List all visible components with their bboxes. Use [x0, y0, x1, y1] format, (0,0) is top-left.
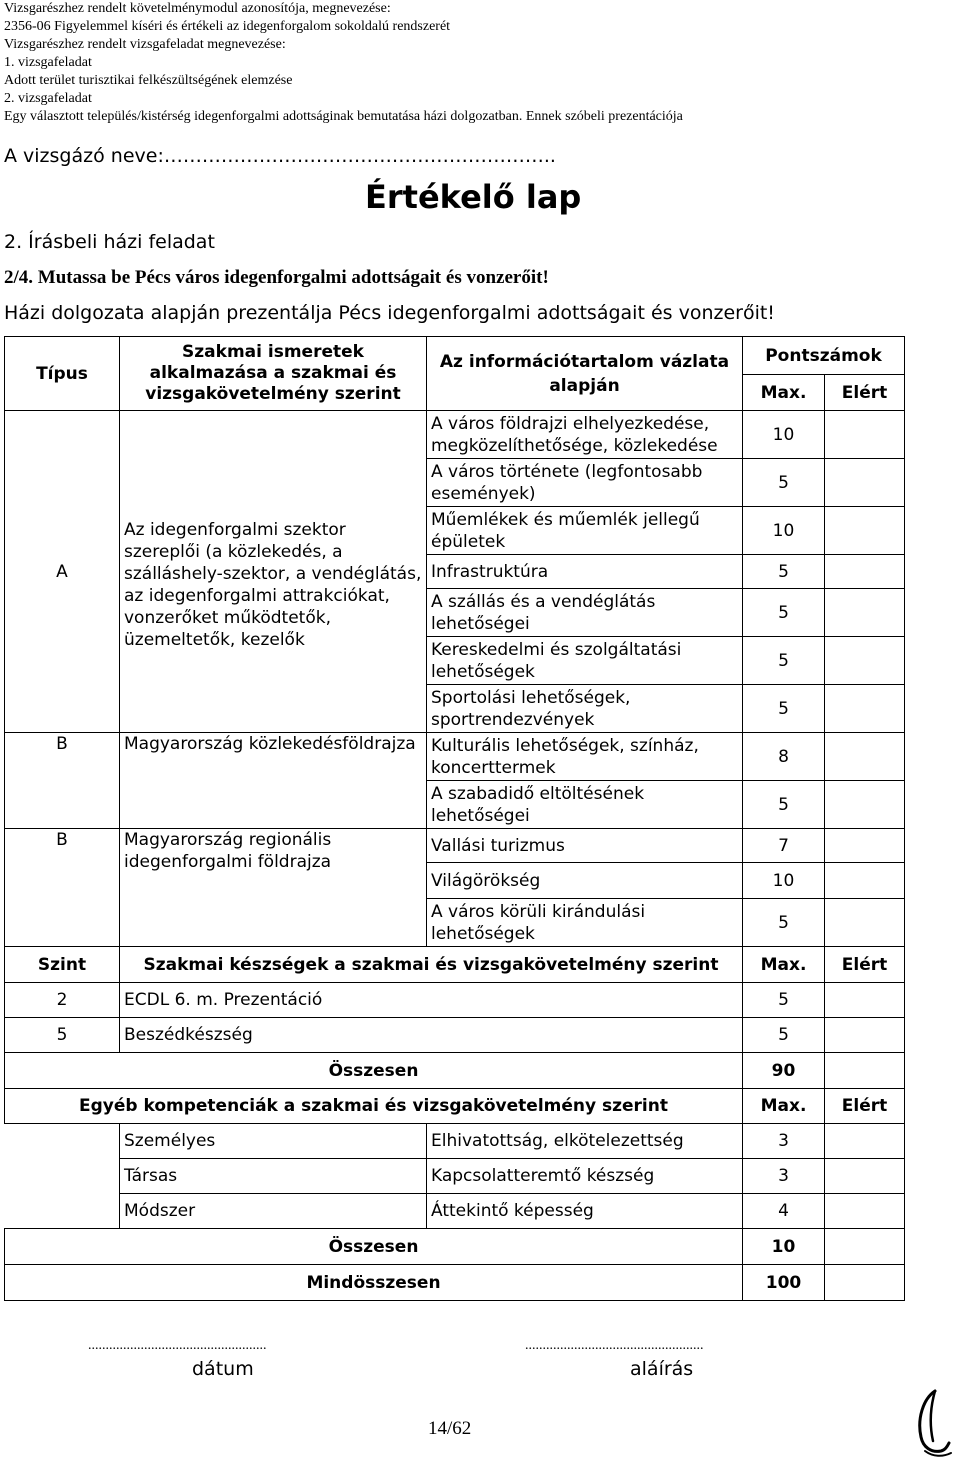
document-header	[4, 0, 683, 126]
col-header-content: Az információtartalom vázlata alapján	[427, 337, 743, 411]
content-row-label: A szállás és a vendéglátás lehetőségei	[427, 589, 743, 637]
content-row-label: Világörökség	[427, 863, 743, 899]
content-row-label: A szabadidő eltöltésének lehetőségei	[427, 781, 743, 829]
content-row-label: Infrastruktúra	[427, 555, 743, 589]
competency-achieved[interactable]	[825, 1159, 905, 1194]
content-row-achieved[interactable]	[825, 507, 905, 555]
content-row-max: 5	[743, 589, 825, 637]
document-title: Értékelő lap	[365, 178, 582, 216]
content-row-max: 5	[743, 899, 825, 947]
signature-mark-icon	[905, 1385, 955, 1461]
skill-label: ECDL 6. m. Prezentáció	[120, 983, 743, 1018]
content-row-achieved[interactable]	[825, 685, 905, 733]
header-line: 1. vizsgafeladat	[4, 55, 92, 70]
content-row-max: 10	[743, 411, 825, 459]
competency-kind: Személyes	[120, 1124, 427, 1159]
content-row-achieved[interactable]	[825, 637, 905, 685]
signature-label: aláírás	[630, 1358, 694, 1380]
content-row-label: Kereskedelmi és szolgáltatási lehetőségek	[427, 637, 743, 685]
type-a: A	[5, 411, 120, 733]
skill-max: 5	[743, 983, 825, 1018]
content-row-max: 5	[743, 685, 825, 733]
knowledge-a: Az idegenforgalmi szektor szereplői (a közlekedés, a szálláshely-szektor, a vendéglátás, az idegenforgalmi attrakciókat, vonzerőket működtetők, üzemeltetők, kezelők	[120, 411, 427, 733]
page-number: 14/62	[428, 1418, 472, 1439]
header-line: 2356-06 Figyelemmel kíséri és értékeli az idegenforgalom sokoldalú rendszerét	[4, 19, 451, 34]
content-row-max: 5	[743, 781, 825, 829]
subtotal-value: 10	[743, 1229, 825, 1265]
competency-max: 3	[743, 1124, 825, 1159]
skill-achieved[interactable]	[825, 1018, 905, 1053]
content-row-max: 5	[743, 637, 825, 685]
content-row-achieved[interactable]	[825, 589, 905, 637]
content-row-label: A város története (legfontosabb események)	[427, 459, 743, 507]
content-row-max: 5	[743, 459, 825, 507]
content-row-label: Kulturális lehetőségek, színház, koncerttermek	[427, 733, 743, 781]
content-row-label: Sportolási lehetőségek, sportrendezvények	[427, 685, 743, 733]
type-b: B	[5, 733, 120, 829]
competency-label: Kapcsolatteremtő készség	[427, 1159, 743, 1194]
content-row-achieved[interactable]	[825, 733, 905, 781]
subtotal-value: 90	[743, 1053, 825, 1089]
competency-max: 3	[743, 1159, 825, 1194]
subtotal-achieved[interactable]	[825, 1053, 905, 1089]
content-row-achieved[interactable]	[825, 863, 905, 899]
col-header-achieved: Elért	[825, 375, 905, 411]
content-row-achieved[interactable]	[825, 459, 905, 507]
header-line: 2. vizsgafeladat	[4, 91, 92, 106]
content-row-max: 8	[743, 733, 825, 781]
skill-label: Beszédkészség	[120, 1018, 743, 1053]
content-row-max: 7	[743, 829, 825, 863]
content-row-label: A város körüli kirándulási lehetőségek	[427, 899, 743, 947]
competency-achieved[interactable]	[825, 1124, 905, 1159]
skill-achieved[interactable]	[825, 983, 905, 1018]
competency-kind: Társas	[120, 1159, 427, 1194]
col-header-knowledge: Szakmai ismeretek alkalmazása a szakmai és vizsgakövetelmény szerint	[120, 337, 427, 411]
competency-label: Áttekintő képesség	[427, 1194, 743, 1229]
content-row-label: Műemlékek és műemlék jellegű épületek	[427, 507, 743, 555]
col-header-type: Típus	[5, 337, 120, 411]
content-row-achieved[interactable]	[825, 555, 905, 589]
skill-level: 2	[5, 983, 120, 1018]
content-row-label: Vallási turizmus	[427, 829, 743, 863]
date-line: ...................................................	[88, 1338, 267, 1353]
date-label: dátum	[192, 1358, 254, 1380]
content-row-achieved[interactable]	[825, 781, 905, 829]
content-row-max: 10	[743, 507, 825, 555]
task-type: 2. Írásbeli házi feladat	[4, 231, 215, 253]
col-header-points: Pontszámok	[743, 337, 905, 375]
content-row-achieved[interactable]	[825, 829, 905, 863]
content-row-achieved[interactable]	[825, 411, 905, 459]
competency-achieved[interactable]	[825, 1194, 905, 1229]
competencies-header: Egyéb kompetenciák a szakmai és vizsgakövetelmény szerint	[5, 1089, 743, 1124]
content-row-max: 5	[743, 555, 825, 589]
competencies-max-header: Max.	[743, 1089, 825, 1124]
competency-kind: Módszer	[120, 1194, 427, 1229]
content-row-label: A város földrajzi elhelyezkedése, megközelíthetősége, közlekedése	[427, 411, 743, 459]
skills-max-header: Max.	[743, 947, 825, 983]
content-row-max: 10	[743, 863, 825, 899]
task-title: 2/4. Mutassa be Pécs város idegenforgalmi adottságait és vonzerőit!	[4, 267, 549, 288]
skill-max: 5	[743, 1018, 825, 1053]
header-line: Egy választott település/kistérség idegenforgalmi adottságinak bemutatása házi dolgozatban. Ennek szóbeli prezentációja	[4, 109, 683, 124]
knowledge-b1: Magyarország közlekedésföldrajza	[120, 733, 427, 829]
type-b: B	[5, 829, 120, 947]
subtotal-achieved[interactable]	[825, 1229, 905, 1265]
candidate-name-line: A vizsgázó neve:……………………………………………………..	[4, 145, 556, 167]
col-header-max: Max.	[743, 375, 825, 411]
skills-achieved-header: Elért	[825, 947, 905, 983]
competency-max: 4	[743, 1194, 825, 1229]
content-row-achieved[interactable]	[825, 899, 905, 947]
signature-line: ...................................................	[525, 1338, 704, 1353]
subtotal-label: Összesen	[5, 1053, 743, 1089]
header-line: Vizsgarészhez rendelt vizsgafeladat megnevezése:	[4, 37, 286, 52]
competencies-achieved-header: Elért	[825, 1089, 905, 1124]
skill-level: 5	[5, 1018, 120, 1053]
skills-header: Szakmai készségek a szakmai és vizsgakövetelmény szerint	[120, 947, 743, 983]
knowledge-b2: Magyarország regionális idegenforgalmi földrajza	[120, 829, 427, 947]
grand-total-label: Mindösszesen	[5, 1265, 743, 1301]
evaluation-table	[4, 336, 905, 1301]
header-line: Vizsgarészhez rendelt követelménymodul azonosítója, megnevezése:	[4, 1, 391, 16]
competency-label: Elhivatottság, elkötelezettség	[427, 1124, 743, 1159]
task-description: Házi dolgozata alapján prezentálja Pécs idegenforgalmi adottságait és vonzerőit!	[4, 302, 775, 324]
grand-total-achieved[interactable]	[825, 1265, 905, 1301]
grand-total-value: 100	[743, 1265, 825, 1301]
header-line: Adott terület turisztikai felkészültségének elemzése	[4, 73, 293, 88]
subtotal-label: Összesen	[5, 1229, 743, 1265]
skills-level-header: Szint	[5, 947, 120, 983]
